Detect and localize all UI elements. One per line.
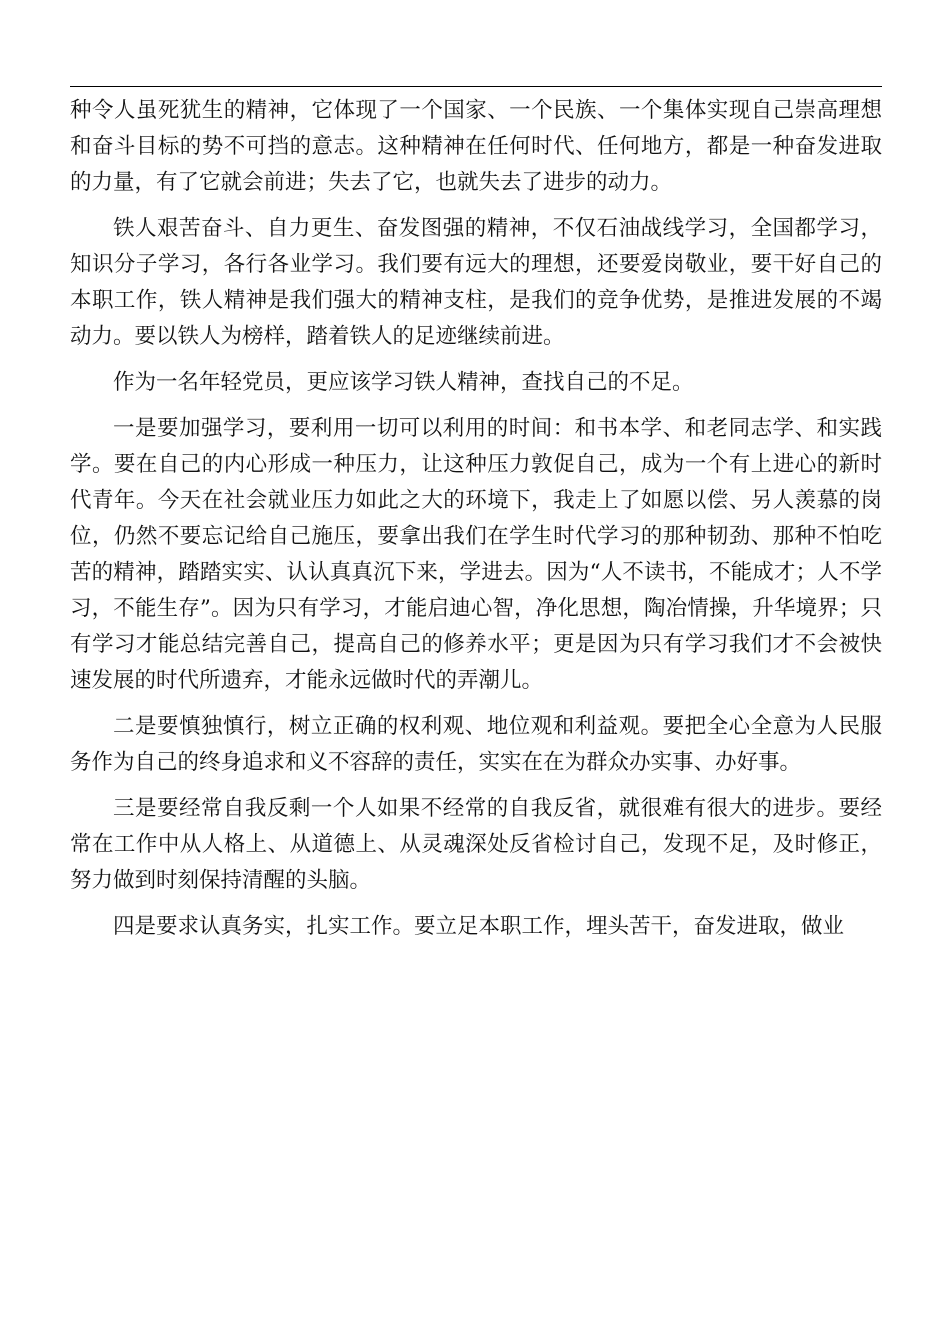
header-rule bbox=[70, 86, 882, 87]
paragraph-3: 作为一名年轻党员，更应该学习铁人精神，查找自己的不足。 bbox=[113, 370, 694, 395]
paragraph-7: 四是要求认真务实，扎实工作。要立足本职工作，埋头苦干，奋发进取，做业 bbox=[113, 914, 845, 939]
paragraph-5: 二是要慎独慎行，树立正确的权利观、地位观和利益观。要把全心全意为人民服务作为自己的终身追求和义不容辞的责任，实实在在为群众办实事、办好事。 bbox=[70, 714, 882, 775]
document-body bbox=[70, 93, 882, 955]
paragraph-6: 三是要经常自我反剩一个人如果不经常的自我反省，就很难有很大的进步。要经常在工作中从人格上、从道德上、从灵魂深处反省检讨自己，发现不足，及时修正，努力做到时刻保持清醒的头脑。 bbox=[70, 796, 882, 893]
paragraph-2: 铁人艰苦奋斗、自力更生、奋发图强的精神，不仅石油战线学习，全国都学习，知识分子学习，各行各业学习。我们要有远大的理想，还要爱岗敬业，要干好自己的本职工作，铁人精神是我们强大的精神支柱，是我们的竞争优势，是推进发展的不竭动力。要以铁人为榜样，踏着铁人的足迹继续前进。 bbox=[70, 216, 882, 349]
paragraph-1: 种令人虽死犹生的精神，它体现了一个国家、一个民族、一个集体实现自己崇高理想和奋斗目标的势不可挡的意志。这种精神在任何时代、任何地方，都是一种奋发进取的力量，有了它就会前进；失去了它，也就失去了进步的动力。 bbox=[70, 98, 882, 195]
paragraph-4: 一是要加强学习，要利用一切可以利用的时间：和书本学、和老同志学、和实践学。要在自己的内心形成一种压力，让这种压力敦促自己，成为一个有上进心的新时代青年。今天在社会就业压力如此之大的环境下，我走上了如愿以偿、另人羡慕的岗位，仍然不要忘记给自己施压，要拿出我们在学生时代学习的那种韧劲、那种不怕吃苦的精神，踏踏实实、认认真真沉下来，学进去。因为“人不读书，不能成才；人不学习，不能生存”。因为只有学习，才能启迪心智，净化思想，陶冶情操，升华境界；只有学习才能总结完善自己，提高自己的修养水平；更是因为只有学习我们才不会被快速发展的时代所遗弃，才能永远做时代的弄潮儿。 bbox=[70, 416, 882, 693]
